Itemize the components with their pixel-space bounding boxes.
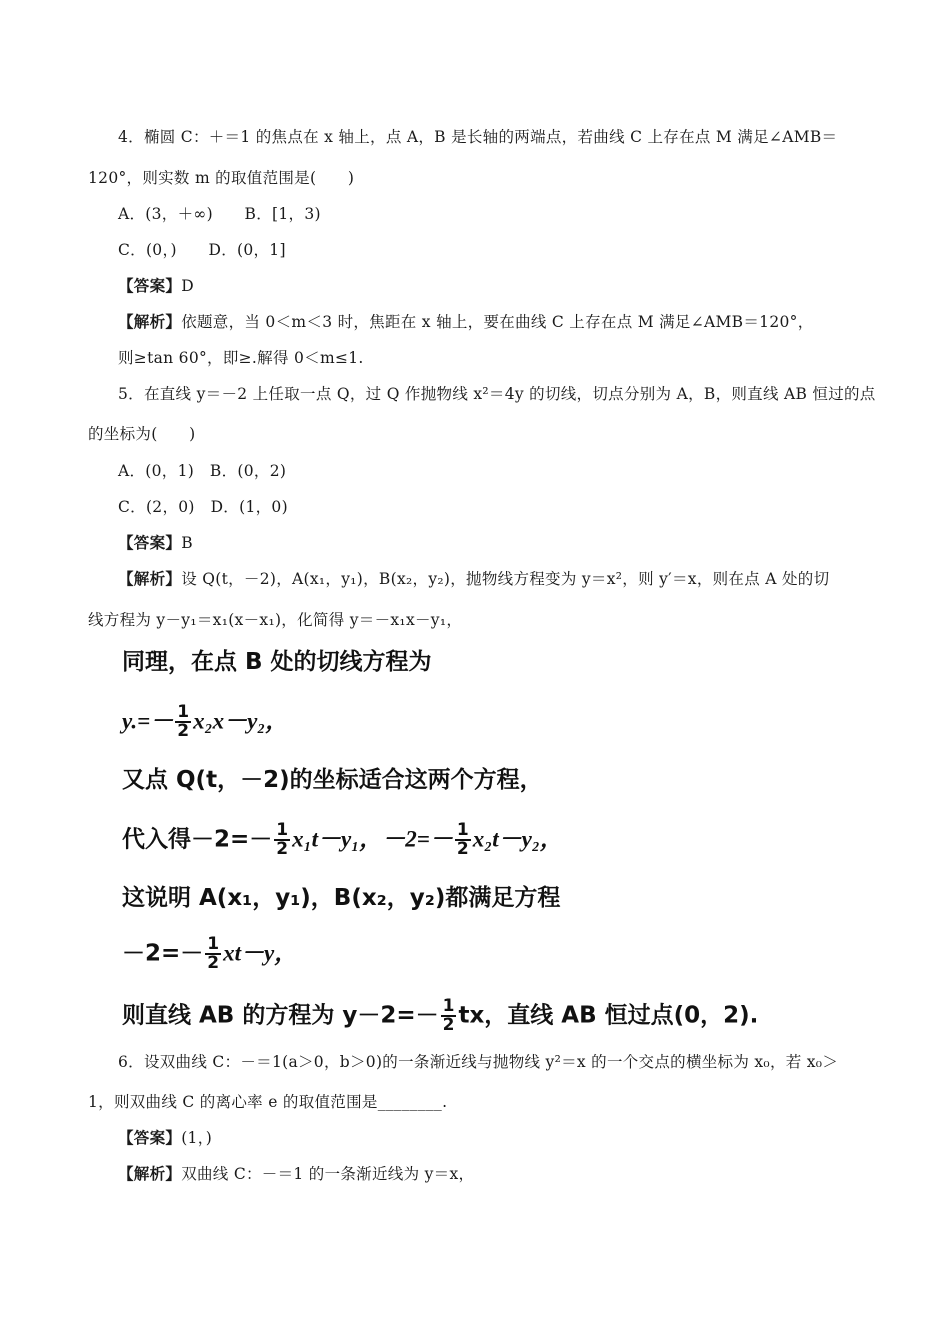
analysis-text: 双曲线 C：－＝1 的一条渐近线为 y＝x， xyxy=(181,1165,475,1183)
q5-analysis-line2: 线方程为 y－y₁＝x₁(x－x₁)，化简得 y＝－x₁x－y₁， xyxy=(88,611,463,629)
analysis-text: 设 Q(t，－2)，A(x₁，y₁)，B(x₂，y₂)，抛物线方程变为 y＝x²，则 y′＝x，则在点 A 处的切 xyxy=(181,570,830,588)
q6-stem-line1: 6．设双曲线 C：－＝1(a＞0，b＞0)的一条渐近线与抛物线 y²＝x 的一个交点的横坐标为 x₀，若 x₀＞ xyxy=(118,1053,839,1071)
q4-stem-line2: 120°，则实数 m 的取值范围是( ) xyxy=(88,169,355,187)
fraction-one-half: $\frac{1}{2}$ xyxy=(442,996,455,1035)
q5-options-cd: C．(2，0) D．(1，0) xyxy=(118,498,288,516)
solution-line3: 又点 Q(t，－2)的坐标适合这两个方程， xyxy=(122,767,543,793)
q5-answer xyxy=(118,533,898,553)
solution-line2: y.=－ $\frac{1}{2}$ x₂x－y₂， xyxy=(122,702,289,741)
solution-line5: 这说明 A(x₁，y₁)，B(x₂，y₂)都满足方程 xyxy=(122,885,561,911)
q5-stem-line1: 5．在直线 y＝－2 上任取一点 Q，过 Q 作抛物线 x²＝4y 的切线，切点分别为 A，B，则直线 AB 恒过的点 xyxy=(118,385,876,403)
q6-analysis-line1 xyxy=(118,1164,898,1184)
analysis-label: 【解析】 xyxy=(118,1164,182,1183)
answer-value: (1，) xyxy=(181,1129,213,1147)
q6-answer xyxy=(118,1128,898,1148)
solution-line1: 同理，在点 B 处的切线方程为 xyxy=(122,649,432,675)
solution-image xyxy=(118,646,759,1036)
solution-line4: 代入得－2=－ $\frac{1}{2}$ x₁t－y₁，－2=－ $\frac{1}{2}$ x₂t－y₂， xyxy=(122,820,563,859)
answer-value: D xyxy=(181,277,194,295)
answer-value: B xyxy=(181,534,193,552)
analysis-label: 【解析】 xyxy=(118,312,182,331)
analysis-label: 【解析】 xyxy=(118,569,182,588)
q4-analysis-line1 xyxy=(118,312,898,332)
q4-options-cd: C．(0，) D．(0，1] xyxy=(118,241,286,259)
q6-stem-line2: 1，则双曲线 C 的离心率 e 的取值范围是________. xyxy=(88,1093,448,1111)
answer-label: 【答案】 xyxy=(118,276,182,295)
q4-answer xyxy=(118,276,898,296)
fraction-one-half: $\frac{1}{2}$ xyxy=(456,820,469,859)
fraction-one-half: $\frac{1}{2}$ xyxy=(207,934,220,973)
q4-analysis-line2: 则≥tan 60°，即≥.解得 0＜m≤1. xyxy=(118,349,364,367)
fraction-one-half: $\frac{1}{2}$ xyxy=(177,702,190,741)
q5-analysis-line1 xyxy=(118,569,898,589)
analysis-text: 依题意，当 0＜m＜3 时，焦距在 x 轴上，要在曲线 C 上存在点 M 满足∠AMB＝120°， xyxy=(181,313,814,331)
q5-options-ab: A．(0，1) B．(0，2) xyxy=(118,462,287,480)
q4-options-ab: A．(3，＋∞) B．[1，3) xyxy=(118,205,321,223)
solution-line7: 则直线 AB 的方程为 y－2=－ $\frac{1}{2}$ tx，直线 AB 恒过点(0，2). xyxy=(122,996,759,1035)
answer-label: 【答案】 xyxy=(118,533,182,552)
answer-label: 【答案】 xyxy=(118,1128,182,1147)
solution-line6: －2=－ $\frac{1}{2}$ xt－y， xyxy=(122,934,298,973)
q4-stem-line1: 4．椭圆 C：＋＝1 的焦点在 x 轴上，点 A，B 是长轴的两端点，若曲线 C 上存在点 M 满足∠AMB＝ xyxy=(118,128,838,146)
q5-stem-line2: 的坐标为( ) xyxy=(88,425,196,443)
fraction-one-half: $\frac{1}{2}$ xyxy=(276,820,289,859)
